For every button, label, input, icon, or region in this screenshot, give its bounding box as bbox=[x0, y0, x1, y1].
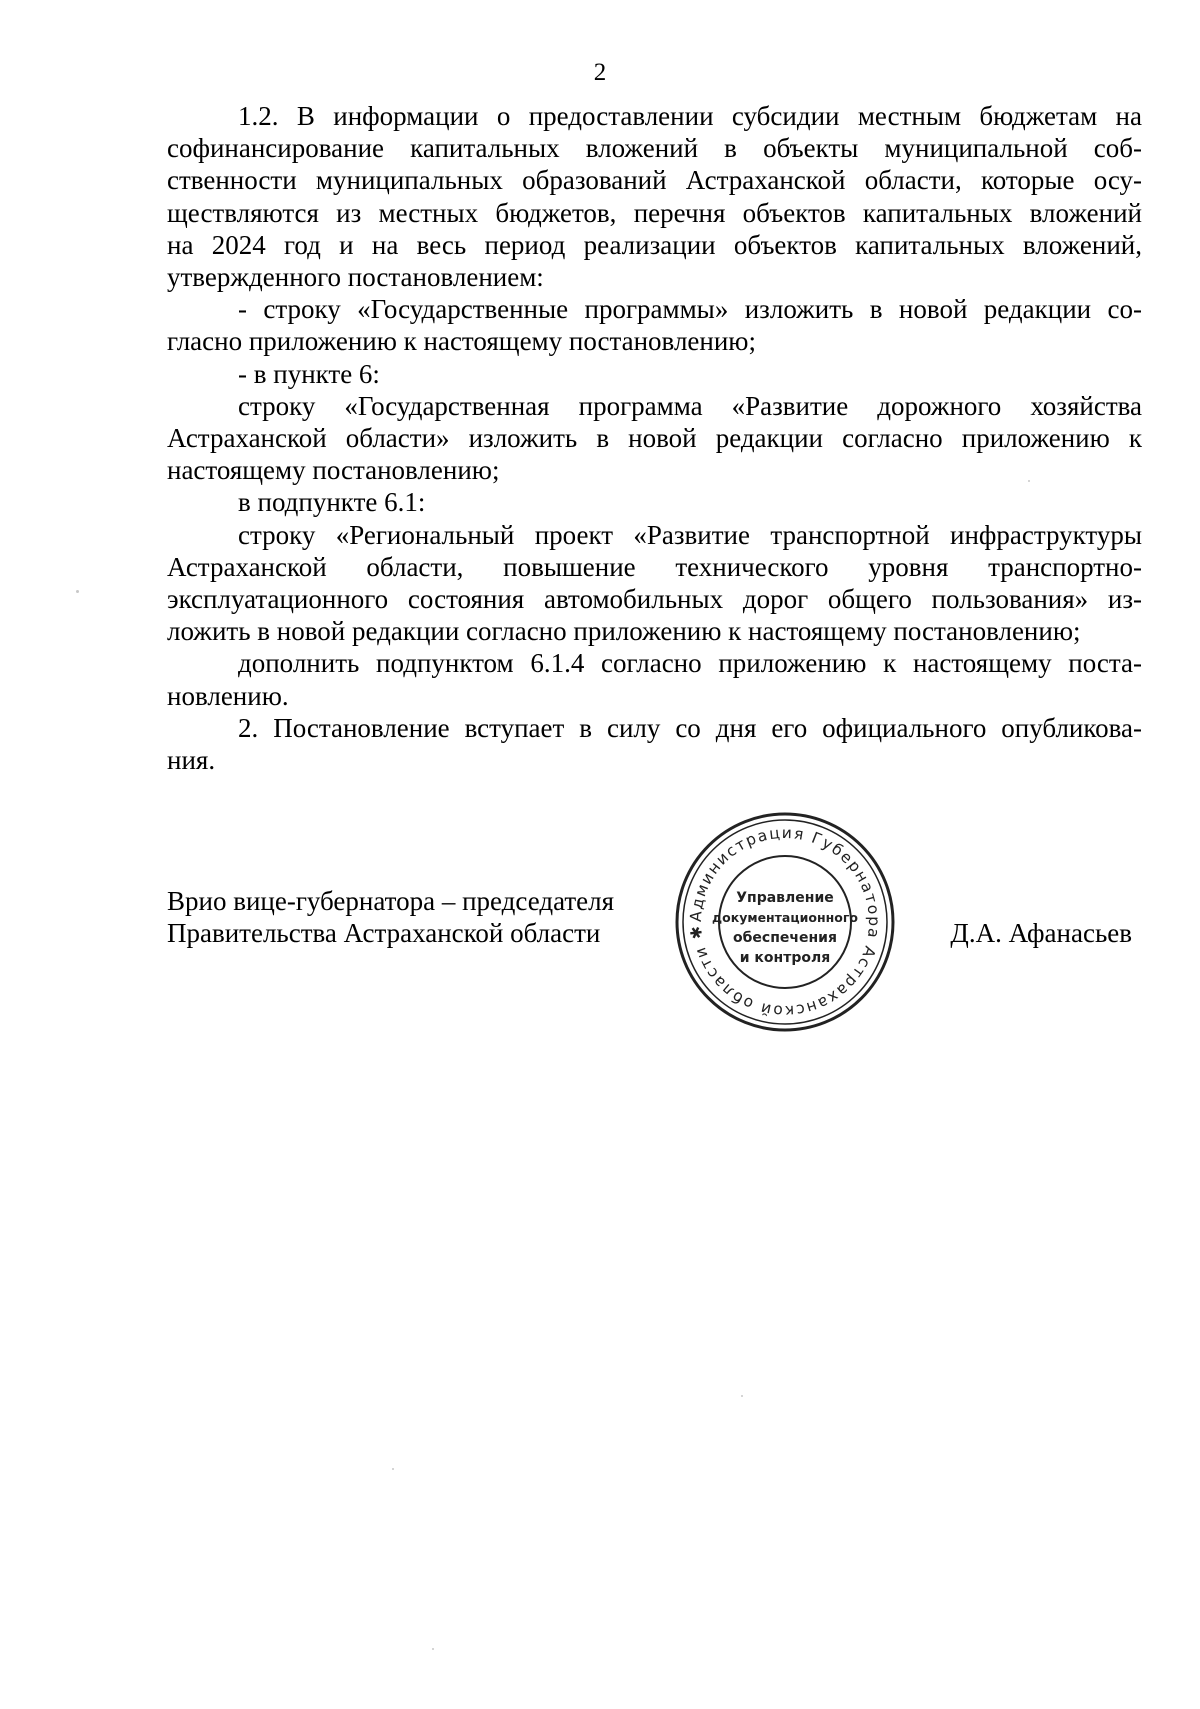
paragraph-line: ществляются из местных бюджетов, перечня объектов капитальных вложений bbox=[167, 197, 1142, 228]
paragraph-line: ложить в новой редакции согласно приложению к настоящему постановлению; bbox=[167, 616, 1081, 647]
signer-name: Д.А. Афанасьев bbox=[950, 918, 1132, 948]
stamp-seal-icon bbox=[673, 810, 897, 1034]
signer-title-line: Врио вице-губернатора – председателя bbox=[167, 886, 615, 916]
stamp-ring-text: Администрация Губернатора Астраханской области ✱ bbox=[686, 823, 884, 1021]
paragraph-line: - в пункте 6: bbox=[238, 358, 380, 389]
document-body bbox=[167, 100, 1142, 776]
signature-block bbox=[167, 885, 1142, 965]
paragraph-line: 1.2. В информации о предоставлении субсидии местным бюджетам на bbox=[238, 101, 1142, 131]
scan-speck bbox=[76, 590, 79, 593]
stamp-center-line: и контроля bbox=[739, 950, 831, 966]
paragraph-line: софинансирование капитальных вложений в объекты муниципальной соб- bbox=[167, 133, 1142, 164]
paragraph-line: - строку «Государственные программы» изложить в новой редакции со- bbox=[238, 294, 1142, 325]
paragraph-line: Астраханской области» изложить в новой редакции согласно приложению к bbox=[167, 423, 1142, 454]
paragraph-line: новлению. bbox=[167, 680, 289, 711]
paragraph-line: строку «Региональный проект «Развитие транспортной инфраструктуры bbox=[238, 519, 1142, 550]
official-stamp bbox=[673, 810, 897, 1034]
paragraph-line: настоящему постановлению; bbox=[167, 455, 500, 486]
paragraph-line: гласно приложению к настоящему постановлению; bbox=[167, 326, 756, 357]
page-number: 2 bbox=[593, 59, 607, 86]
scan-speck bbox=[392, 1468, 394, 1470]
paragraph-line: дополнить подпунктом 6.1.4 согласно приложению к настоящему поста- bbox=[238, 648, 1142, 679]
paragraph-line: 2. Постановление вступает в силу со дня его официального опубликова- bbox=[238, 712, 1142, 743]
paragraph-line: Астраханской области, повышение технического уровня транспортно- bbox=[167, 551, 1142, 582]
paragraph-line: ственности муниципальных образований Астраханской области, которые осу- bbox=[167, 165, 1142, 196]
scan-speck bbox=[432, 1648, 434, 1650]
paragraph-line: эксплуатационного состояния автомобильных дорог общего пользования» из- bbox=[167, 584, 1142, 615]
stamp-center-line: обеспечения bbox=[733, 930, 837, 946]
stamp-center-line: Управление bbox=[736, 890, 834, 906]
signer-title bbox=[167, 885, 614, 949]
paragraph-line: строку «Государственная программа «Развитие дорожного хозяйства bbox=[238, 390, 1142, 421]
paragraph-line: в подпункте 6.1: bbox=[238, 487, 426, 518]
signer-title-line: Правительства Астраханской области bbox=[167, 918, 601, 948]
stamp-center-line: документационного bbox=[712, 910, 858, 925]
scan-speck bbox=[741, 1395, 743, 1397]
scan-speck bbox=[1028, 480, 1030, 482]
paragraph-line: утвержденного постановлением: bbox=[167, 262, 544, 293]
paragraph-line: ния. bbox=[167, 745, 216, 776]
paragraph-line: на 2024 год и на весь период реализации объектов капитальных вложений, bbox=[167, 229, 1142, 260]
